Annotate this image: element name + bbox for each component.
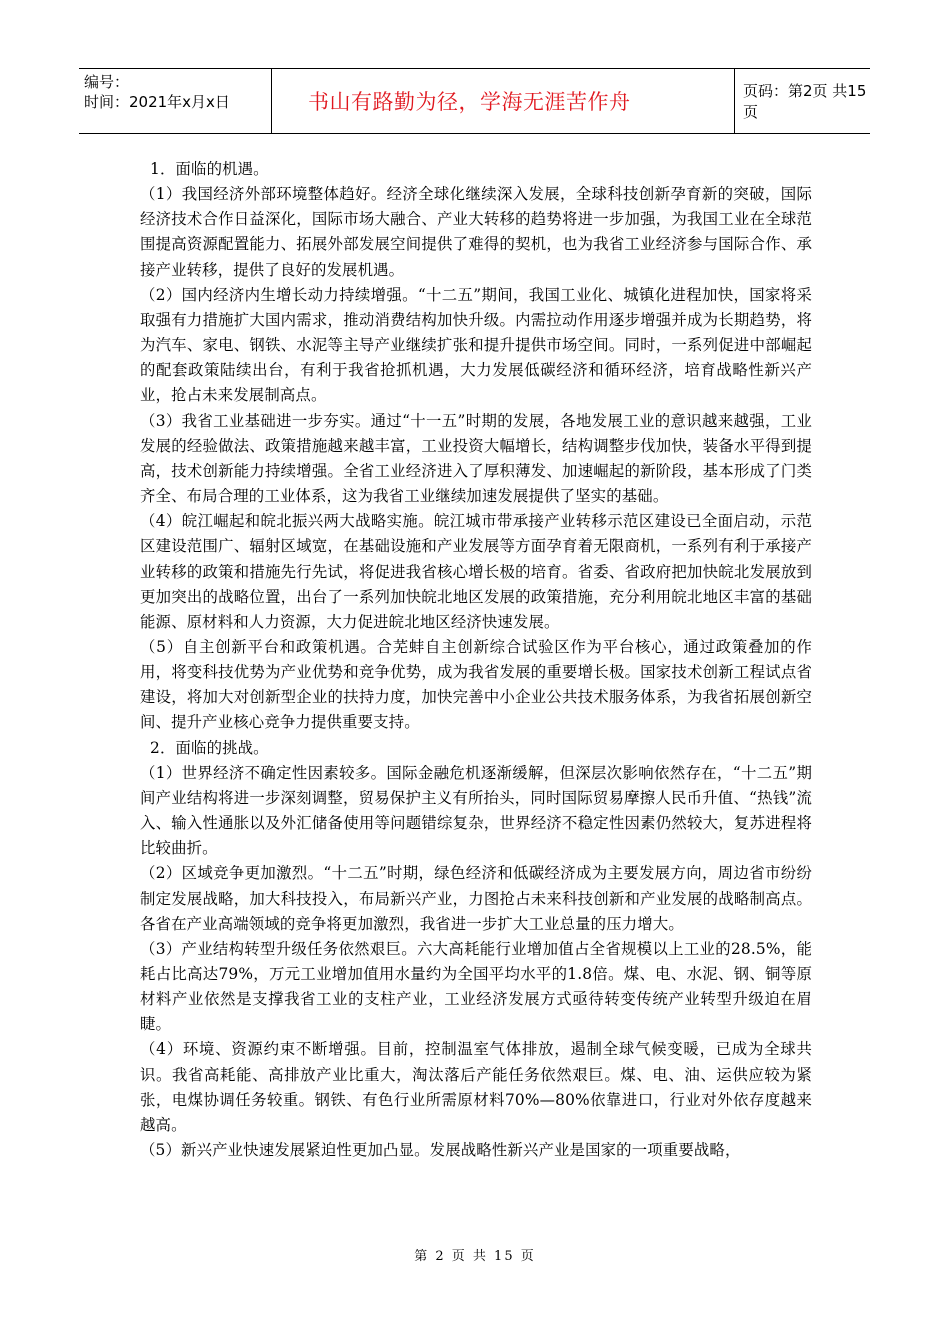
page-footer: 第 2 页 共 15 页 <box>414 1249 536 1264</box>
body-paragraph: （2）区域竞争更加激烈。“十二五”时期，绿色经济和低碳经济成为主要发展方向，周边省市纷纷制定发展战略，加大科技投入，布局新兴产业，力图抢占未来科技创新和产业发展的战略制高点。各省在产业高端领域的竞争将更加激烈，我省进一步扩大工业总量的压力增大。 <box>140 864 812 933</box>
body-paragraph: （1）世界经济不确定性因素较多。国际金融危机逐渐缓解，但深层次影响依然存在，“十二五”期间产业结构将进一步深刻调整，贸易保护主义有所抬头，同时国际贸易摩擦人民币升值、“热钱”流入、输入性通胀以及外汇储备使用等问题错综复杂，世界经济不稳定性因素仍然较大，复苏进程将比较曲折。 <box>140 763 812 858</box>
section-heading: 2．面临的挑战。 <box>150 738 269 757</box>
body-paragraph: （3）产业结构转型升级任务依然艰巨。六大高耗能行业增加值占全省规模以上工业的28.5%，能耗占比高达79%，万元工业增加值用水量约为全国平均水平的1.8倍。煤、电、水泥、钢、铜等原材料产业依然是支撑我省工业的支柱产业，工业经济发展方式亟待转变传统产业转型升级迫在眉睫。 <box>140 939 812 1034</box>
body-paragraph: （1）我国经济外部环境整体趋好。经济全球化继续深入发展，全球科技创新孕育新的突破，国际经济技术合作日益深化，国际市场大融合、产业大转移的趋势将进一步加强，为我国工业在全球范围提高资源配置能力、拓展外部发展空间提供了难得的契机，也为我省工业经济参与国际合作、承接产业转移，提供了良好的发展机遇。 <box>140 185 812 279</box>
body-paragraph: （3）我省工业基础进一步夯实。通过“十一五”时期的发展，各地发展工业的意识越来越强，工业发展的经验做法、政策措施越来越丰富，工业投资大幅增长，结构调整步伐加快，装备水平得到提高，技术创新能力持续增强。全省工业经济进入了厚积薄发、加速崛起的新阶段，基本形成了门类齐全、布局合理的工业体系，这为我省工业继续加速发展提供了坚实的基础。 <box>140 411 812 506</box>
header-meta <box>79 69 272 133</box>
body-paragraph: （4）环境、资源约束不断增强。目前，控制温室气体排放，遏制全球气候变暖，已成为全球共识。我省高耗能、高排放产业比重大，淘汰落后产能任务依然艰巨。煤、电、油、运供应较为紧张，电煤协调任务较重。钢铁、有色行业所需原材料70%—80%依靠进口，行业对外依存度越来越高。 <box>140 1040 812 1134</box>
body-paragraph: （4）皖江崛起和皖北振兴两大战略实施。皖江城市带承接产业转移示范区建设已全面启动，示范区建设范围广、辐射区域宽，在基础设施和产业发展等方面孕育着无限商机，一系列有利于承接产业转移的政策和措施先行先试，将促进我省核心增长极的培育。省委、省政府把加快皖北发展放到更加突出的战略位置，出台了一系列加快皖北地区发展的政策措施，充分利用皖北地区丰富的基础能源、原材料和人力资源，大力促进皖北地区经济快速发展。 <box>140 512 812 631</box>
body-paragraph: （2）国内经济内生增长动力持续增强。“十二五”期间，我国工业化、城镇化进程加快，国家将采取强有力措施扩大国内需求，推动消费结构加快升级。内需拉动作用逐步增强并成为长期趋势，将为汽车、家电、钢铁、水泥等主导产业继续扩张和提升提供市场空间。同时，一系列促进中部崛起的配套政策陆续出台，有利于我省抢抓机遇，大力发展低碳经济和循环经济，培育战略性新兴产业，抢占未来发展制高点。 <box>140 285 812 405</box>
body-paragraph: （5）自主创新平台和政策机遇。合芜蚌自主创新综合试验区作为平台核心，通过政策叠加的作用，将变科技优势为产业优势和竞争优势，成为我省发展的重要增长极。国家技术创新工程试点省建设，将加大对创新型企业的扶持力度，加快完善中小企业公共技术服务体系，为我省拓展创新空间、提升产业核心竞争力提供重要支持。 <box>140 637 812 732</box>
header-page-info: 页码：第2页 共15页 <box>743 82 867 121</box>
header-motto: 书山有路勤为径，学海无涯苦作舟 <box>272 69 735 133</box>
document-body <box>140 157 812 1163</box>
body-paragraph: （5）新兴产业快速发展紧迫性更加凸显。发展战略性新兴产业是国家的一项重要战略， <box>140 1141 741 1160</box>
section-heading: 1．面临的机遇。 <box>150 160 269 178</box>
page-header <box>79 68 870 134</box>
document-number-label: 编号： <box>84 73 130 91</box>
document-date: 时间：2021年x月x日 <box>84 93 230 111</box>
